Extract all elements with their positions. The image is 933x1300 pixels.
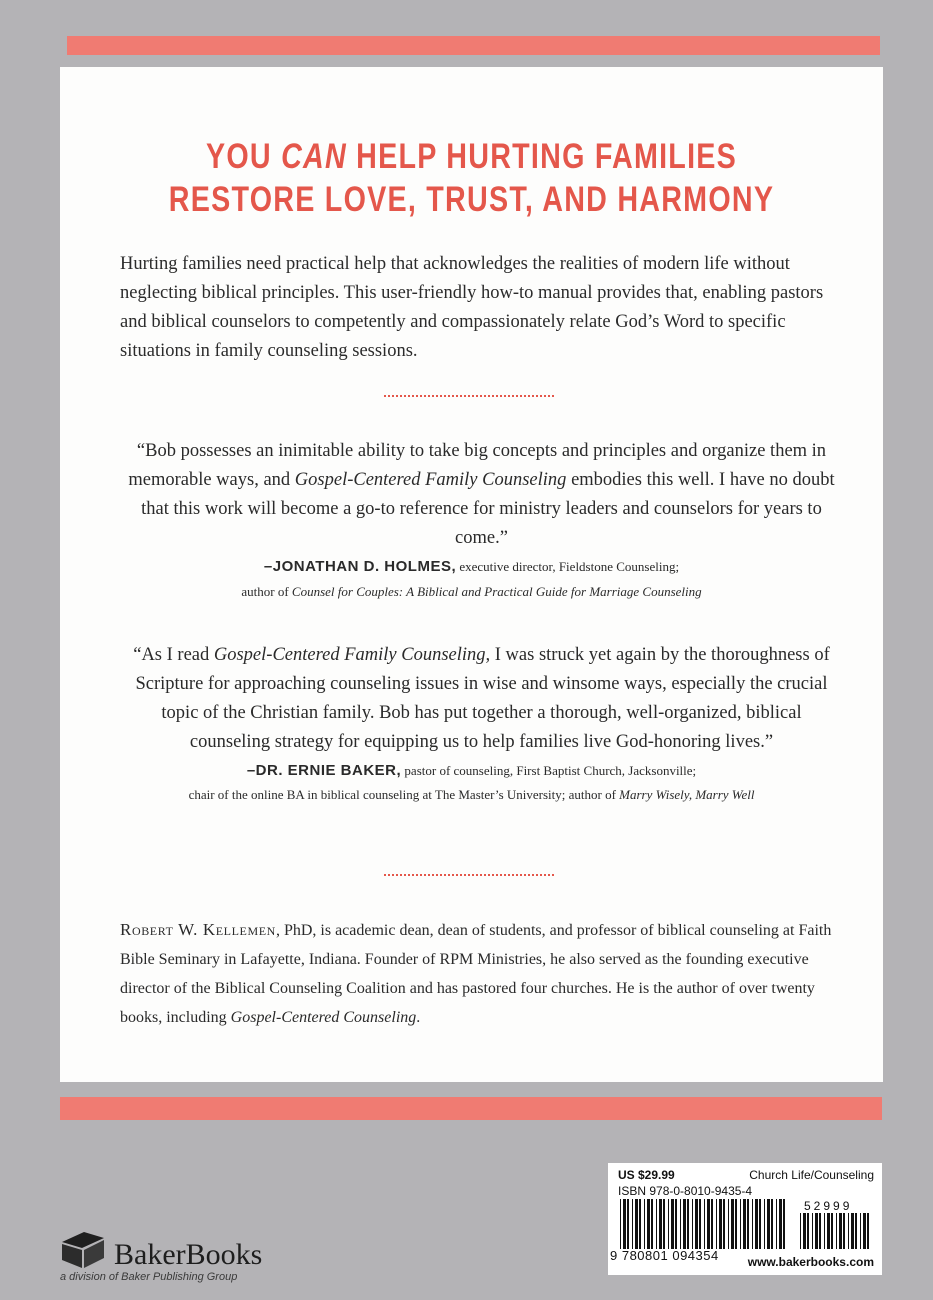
publisher-subtitle: a division of Baker Publishing Group xyxy=(60,1271,238,1283)
endorsement-quote-1: “Bob possesses an inimitable ability to take big concepts and principles and organize them in memorable ways, and Gospel-Centered Family Counseling embodies this well. I have no doubt that this work will become a go-to reference for ministry leaders and counselors for years to come.” xyxy=(128,441,835,548)
endorsement-1-author: –JONATHAN D. HOLMES, executive director, Fieldstone Counseling; xyxy=(263,558,680,575)
endorsement-2-author: –DR. ERNIE BAKER, pastor of counseling, First Baptist Church, Jacksonville; xyxy=(246,762,697,779)
publisher-website: www.bakerbooks.com xyxy=(747,1255,874,1269)
barcode-digits: 9 780801 094354 xyxy=(610,1248,719,1263)
author-bio: Robert W. Kellemen, PhD, is academic dean, dean of students, and professor of biblical counseling at Faith Bible Seminary in Lafayette, Indiana. Founder of RPM Ministries, he also served as the founding executive director of the Biblical Counseling Coalition and has pastored four churches. He is the author of over twenty books, including Gospel-Centered Counseling. xyxy=(120,920,832,1026)
endorsement-2-credential: chair of the online BA in biblical counseling at The Master’s University; author of Marry Wisely, Marry Well xyxy=(188,787,755,802)
author-name: Robert W. Kellemen xyxy=(120,920,276,939)
publisher-name: BakerBooks xyxy=(114,1238,263,1271)
endorsement-quote-2: “As I read Gospel-Centered Family Counseling, I was struck yet again by the thoroughness of Scripture for approaching counseling issues in wise and winsome ways, especially the crucial topic of the Christian family. Bob has put together a thorough, well-organized, biblical counseling strategy for equipping us to help families live God-honoring lives.” xyxy=(133,645,830,752)
headline-line-2: RESTORE LOVE, TRUST, AND HARMONY xyxy=(168,180,775,219)
content-panel xyxy=(60,67,883,1082)
dotted-divider xyxy=(384,874,554,878)
endorsement-1-credential: author of Counsel for Couples: A Biblical and Practical Guide for Marriage Counseling xyxy=(241,584,702,599)
isbn-label: ISBN 978-0-8010-9435-4 xyxy=(618,1184,753,1198)
top-accent-stripe xyxy=(67,36,880,55)
isbn-barcode xyxy=(620,1199,790,1249)
price-addon-barcode xyxy=(800,1213,872,1249)
bottom-accent-stripe xyxy=(60,1097,882,1120)
price-addon-digits: 52999 xyxy=(804,1199,853,1213)
open-book-icon xyxy=(58,1228,108,1270)
dotted-divider xyxy=(384,395,554,399)
intro-paragraph: Hurting families need practical help that acknowledges the realities of modern life without neglecting biblical principles. This user-friendly how-to manual provides that, enabling pastors and biblical counselors to competently and compassionately relate God’s Word to specific situations in family counseling sessions. xyxy=(120,254,824,361)
category-label: Church Life/Counseling xyxy=(749,1168,874,1182)
price-label: US $29.99 xyxy=(618,1168,675,1182)
barcode-box xyxy=(608,1163,882,1275)
headline-line-1: YOU CAN HELP HURTING FAMILIES xyxy=(205,137,738,176)
